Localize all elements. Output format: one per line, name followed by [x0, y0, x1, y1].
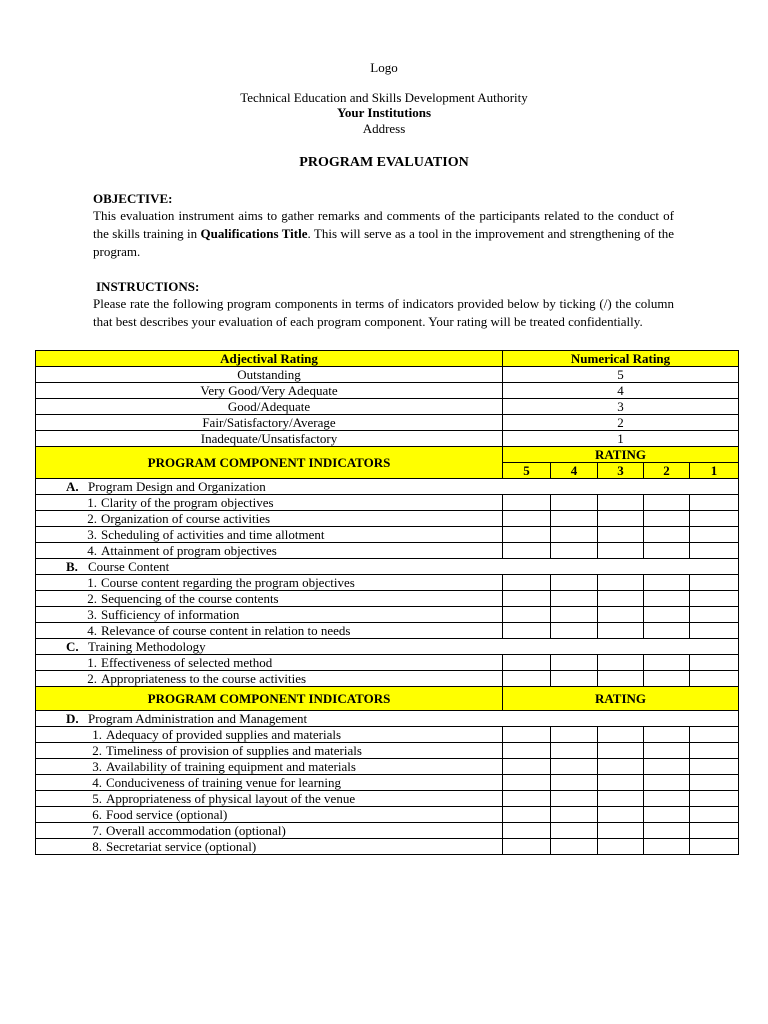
rating-cell[interactable]	[503, 655, 551, 671]
section-letter: C.	[66, 639, 79, 654]
indicator-text: Attainment of program objectives	[101, 543, 277, 558]
indicator-label	[36, 607, 503, 623]
indicator-row	[36, 511, 739, 527]
rating-cell[interactable]	[690, 823, 739, 839]
rating-cell[interactable]	[551, 743, 598, 759]
section-heading	[36, 559, 739, 575]
adjectival-rating-header: Adjectival Rating	[36, 351, 503, 367]
indicator-text: Clarity of the program objectives	[101, 495, 274, 510]
indicator-text: Sufficiency of information	[101, 607, 240, 622]
indicator-number: 1.	[87, 575, 97, 590]
rating-cell[interactable]	[598, 671, 644, 687]
rating-cell[interactable]	[503, 791, 551, 807]
rating-cell[interactable]	[690, 543, 739, 559]
indicator-number: 8.	[92, 839, 102, 854]
rating-cell[interactable]	[644, 823, 690, 839]
indicator-number: 3.	[92, 759, 102, 774]
rating-cell[interactable]	[503, 775, 551, 791]
rating-col-5: 5	[503, 463, 551, 479]
indicator-label	[36, 823, 503, 839]
objective-text-end: . This will serve as a tool in the improvement and strengthening of the program.	[93, 226, 675, 259]
indicator-label	[36, 655, 503, 671]
indicator-row	[36, 591, 739, 607]
rating-cell[interactable]	[503, 591, 551, 607]
indicator-row	[36, 775, 739, 791]
indicator-label	[36, 775, 503, 791]
indicator-label	[36, 743, 503, 759]
rating-cell[interactable]	[690, 807, 739, 823]
indicator-label	[36, 839, 503, 855]
section-heading	[36, 711, 739, 727]
rating-cell[interactable]	[598, 791, 644, 807]
indicator-number: 3.	[87, 607, 97, 622]
objective-text-start: This evaluation instrument aims to gather remarks and comments of the participants related to the conduct of the skills training in	[93, 208, 674, 241]
indicator-label	[36, 575, 503, 591]
rating-cell[interactable]	[551, 543, 598, 559]
rating-cell[interactable]	[690, 591, 739, 607]
section-heading	[36, 479, 739, 495]
indicator-text: Conduciveness of training venue for learning	[106, 775, 342, 790]
section-letter: A.	[66, 479, 79, 494]
indicator-row	[36, 807, 739, 823]
indicator-number: 2.	[87, 591, 97, 606]
rating-cell[interactable]	[644, 791, 690, 807]
rating-cell[interactable]	[598, 543, 644, 559]
rating-cell[interactable]	[690, 623, 739, 639]
institution-address: Address	[362, 121, 406, 136]
rating-cell[interactable]	[644, 671, 690, 687]
evaluation-table	[35, 350, 739, 855]
indicator-text: Appropriateness to the course activities	[101, 671, 307, 686]
scale-adjectival: Fair/Satisfactory/Average	[36, 415, 503, 431]
rating-cell[interactable]	[690, 655, 739, 671]
scale-adjectival: Very Good/Very Adequate	[36, 383, 503, 399]
rating-cell[interactable]	[503, 727, 551, 743]
indicator-label	[36, 543, 503, 559]
indicator-number: 1.	[87, 495, 97, 510]
rating-cell[interactable]	[551, 775, 598, 791]
scale-row	[36, 399, 739, 415]
rating-cell[interactable]	[551, 727, 598, 743]
objective-heading: OBJECTIVE:	[93, 191, 173, 206]
rating-cell[interactable]	[551, 791, 598, 807]
rating-cell[interactable]	[503, 839, 551, 855]
rating-cell[interactable]	[644, 511, 690, 527]
rating-cell[interactable]	[644, 759, 690, 775]
indicator-label	[36, 807, 503, 823]
indicator-text: Sequencing of the course contents	[101, 591, 279, 606]
rating-cell[interactable]	[644, 591, 690, 607]
indicator-row	[36, 607, 739, 623]
rating-cell[interactable]	[644, 607, 690, 623]
indicator-text: Timeliness of provision of supplies and materials	[106, 743, 362, 758]
rating-cell[interactable]	[598, 775, 644, 791]
rating-cell[interactable]	[598, 623, 644, 639]
indicator-text: Appropriateness of physical layout of the venue	[106, 791, 356, 806]
rating-col-4: 4	[551, 463, 598, 479]
indicators-header-row	[36, 447, 739, 463]
rating-cell[interactable]	[598, 527, 644, 543]
rating-header: RATING	[503, 447, 739, 463]
institution-name: Your Institutions	[336, 105, 432, 120]
indicator-row	[36, 791, 739, 807]
logo-placeholder: Logo	[370, 60, 398, 75]
indicator-text: Availability of training equipment and materials	[106, 759, 356, 774]
indicator-label	[36, 791, 503, 807]
indicator-row	[36, 823, 739, 839]
instructions-heading: INSTRUCTIONS:	[96, 279, 200, 294]
rating-cell[interactable]	[503, 543, 551, 559]
indicator-label	[36, 759, 503, 775]
rating-cell[interactable]	[644, 495, 690, 511]
indicator-number: 2.	[87, 671, 97, 686]
rating-cell[interactable]	[598, 591, 644, 607]
indicator-row	[36, 671, 739, 687]
rating-cell[interactable]	[503, 823, 551, 839]
indicator-text: Scheduling of activities and time allotment	[101, 527, 325, 542]
rating-cell[interactable]	[690, 527, 739, 543]
indicator-row	[36, 623, 739, 639]
section-row	[36, 711, 739, 727]
rating-cell[interactable]	[551, 807, 598, 823]
scale-header-row	[36, 351, 739, 367]
scale-adjectival: Outstanding	[36, 367, 503, 383]
scale-numerical: 1	[503, 431, 739, 447]
rating-cell[interactable]	[690, 495, 739, 511]
rating-cell[interactable]	[644, 623, 690, 639]
indicators-header: PROGRAM COMPONENT INDICATORS	[36, 687, 503, 711]
indicator-number: 5.	[92, 791, 102, 806]
rating-cell[interactable]	[644, 839, 690, 855]
rating-cell[interactable]	[690, 839, 739, 855]
scale-numerical: 4	[503, 383, 739, 399]
rating-cell[interactable]	[690, 727, 739, 743]
rating-cell[interactable]	[644, 655, 690, 671]
rating-header: RATING	[503, 687, 739, 711]
indicator-text: Secretariat service (optional)	[106, 839, 257, 854]
rating-cell[interactable]	[503, 495, 551, 511]
rating-cell[interactable]	[644, 775, 690, 791]
rating-cell[interactable]	[503, 671, 551, 687]
rating-cell[interactable]	[598, 839, 644, 855]
qualifications-title: Qualifications Title	[200, 226, 308, 241]
rating-cell[interactable]	[598, 727, 644, 743]
rating-col-3: 3	[598, 463, 644, 479]
indicator-number: 7.	[92, 823, 102, 838]
scale-row	[36, 383, 739, 399]
indicator-row	[36, 839, 739, 855]
indicator-text: Organization of course activities	[101, 511, 271, 526]
rating-cell[interactable]	[598, 807, 644, 823]
indicator-number: 2.	[92, 743, 102, 758]
rating-cell[interactable]	[551, 671, 598, 687]
indicator-text: Adequacy of provided supplies and materials	[106, 727, 342, 742]
section-title: Program Administration and Management	[88, 711, 308, 726]
rating-cell[interactable]	[503, 807, 551, 823]
rating-cell[interactable]	[503, 623, 551, 639]
section-row	[36, 479, 739, 495]
scale-adjectival: Good/Adequate	[36, 399, 503, 415]
indicator-label	[36, 495, 503, 511]
section-heading	[36, 639, 739, 655]
rating-cell[interactable]	[551, 623, 598, 639]
indicator-row	[36, 527, 739, 543]
indicator-number: 4.	[87, 623, 97, 638]
scale-row	[36, 367, 739, 383]
indicator-number: 1.	[92, 727, 102, 742]
indicator-number: 4.	[92, 775, 102, 790]
indicator-label	[36, 591, 503, 607]
rating-cell[interactable]	[551, 823, 598, 839]
indicator-number: 1.	[87, 655, 97, 670]
indicator-label	[36, 527, 503, 543]
indicator-number: 2.	[87, 511, 97, 526]
indicator-label	[36, 623, 503, 639]
indicator-row	[36, 655, 739, 671]
rating-cell[interactable]	[598, 823, 644, 839]
section-title: Training Methodology	[88, 639, 206, 654]
indicator-row	[36, 575, 739, 591]
rating-cell[interactable]	[551, 495, 598, 511]
indicator-row	[36, 543, 739, 559]
indicator-text: Effectiveness of selected method	[101, 655, 273, 670]
numerical-rating-header: Numerical Rating	[503, 351, 739, 367]
indicator-text: Overall accommodation (optional)	[106, 823, 286, 838]
indicator-number: 3.	[87, 527, 97, 542]
indicator-text: Relevance of course content in relation to needs	[101, 623, 351, 638]
scale-row	[36, 431, 739, 447]
rating-cell[interactable]	[551, 575, 598, 591]
indicators-header: PROGRAM COMPONENT INDICATORS	[36, 447, 503, 479]
rating-cell[interactable]	[598, 759, 644, 775]
scale-numerical: 2	[503, 415, 739, 431]
rating-cell[interactable]	[690, 511, 739, 527]
section-title: Course Content	[88, 559, 170, 574]
rating-cell[interactable]	[644, 543, 690, 559]
rating-cell[interactable]	[503, 743, 551, 759]
section-row	[36, 559, 739, 575]
rating-cell[interactable]	[503, 607, 551, 623]
agency-name: Technical Education and Skills Development Authority	[240, 90, 528, 105]
rating-cell[interactable]	[503, 759, 551, 775]
objective-text	[93, 207, 674, 261]
rating-cell[interactable]	[598, 743, 644, 759]
rating-cell[interactable]	[551, 655, 598, 671]
rating-cell[interactable]	[598, 575, 644, 591]
rating-cell[interactable]	[598, 607, 644, 623]
indicator-number: 4.	[87, 543, 97, 558]
rating-cell[interactable]	[644, 575, 690, 591]
instructions-text: Please rate the following program components in terms of indicators provided below by ticking (/) the column that best describes your evaluation of each program component. Your rating will be treated confidentially.	[93, 296, 674, 329]
indicator-row	[36, 495, 739, 511]
rating-cell[interactable]	[598, 511, 644, 527]
indicator-number: 6.	[92, 807, 102, 822]
rating-cell[interactable]	[503, 575, 551, 591]
indicator-row	[36, 759, 739, 775]
indicators-header-row-2	[36, 687, 739, 711]
scale-row	[36, 415, 739, 431]
rating-cell[interactable]	[644, 807, 690, 823]
rating-cell[interactable]	[598, 495, 644, 511]
indicator-label	[36, 727, 503, 743]
rating-cell[interactable]	[690, 607, 739, 623]
scale-adjectival: Inadequate/Unsatisfactory	[36, 431, 503, 447]
rating-cell[interactable]	[551, 527, 598, 543]
section-title: Program Design and Organization	[88, 479, 266, 494]
indicator-text: Course content regarding the program objectives	[101, 575, 355, 590]
rating-cell[interactable]	[551, 839, 598, 855]
rating-cell[interactable]	[644, 527, 690, 543]
scale-numerical: 5	[503, 367, 739, 383]
rating-cell[interactable]	[551, 607, 598, 623]
rating-cell[interactable]	[598, 655, 644, 671]
indicator-row	[36, 743, 739, 759]
indicator-text: Food service (optional)	[106, 807, 228, 822]
rating-cell[interactable]	[690, 671, 739, 687]
rating-cell[interactable]	[644, 743, 690, 759]
rating-cell[interactable]	[551, 759, 598, 775]
rating-cell[interactable]	[551, 591, 598, 607]
rating-cell[interactable]	[644, 727, 690, 743]
indicator-label	[36, 511, 503, 527]
rating-cell[interactable]	[503, 511, 551, 527]
section-row	[36, 639, 739, 655]
indicator-label	[36, 671, 503, 687]
rating-cell[interactable]	[690, 743, 739, 759]
rating-cell[interactable]	[690, 775, 739, 791]
rating-cell[interactable]	[690, 759, 739, 775]
rating-cell[interactable]	[551, 511, 598, 527]
rating-cell[interactable]	[690, 791, 739, 807]
rating-cell[interactable]	[503, 527, 551, 543]
rating-cell[interactable]	[690, 575, 739, 591]
document-title: PROGRAM EVALUATION	[299, 155, 469, 170]
rating-col-2: 2	[644, 463, 690, 479]
scale-numerical: 3	[503, 399, 739, 415]
section-letter: B.	[66, 559, 78, 574]
indicator-row	[36, 727, 739, 743]
section-letter: D.	[66, 711, 79, 726]
rating-col-1: 1	[690, 463, 739, 479]
